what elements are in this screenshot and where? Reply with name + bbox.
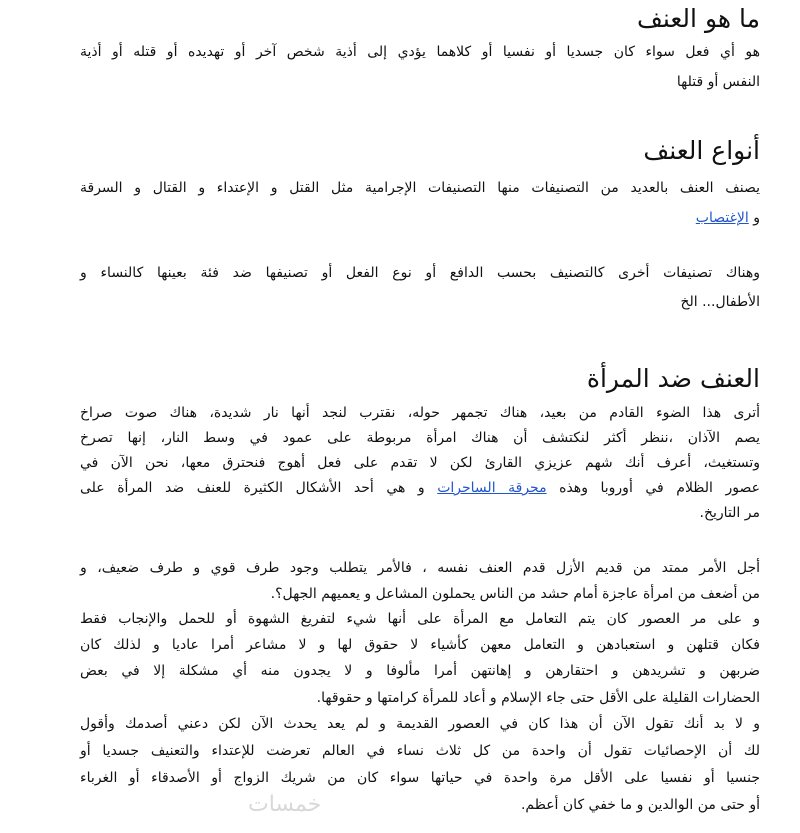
paragraph-line: يصم الآذان ،ننظر أكثر لنكتشف أن هناك امرأة مربوطة على عمود في وسط النار، إنها تصرخ [80, 430, 760, 446]
paragraph-line: أترى هذا الضوء القادم من بعيد، هناك تجمهر حوله، نقترب لنجد أنها نار شديدة، هناك صوت صراخ [80, 405, 760, 421]
paragraph-line: و على مر العصور كان يتم التعامل مع المرأة على أنها شيء لتفريغ الشهوة أو للحمل والإنجاب فقط [80, 611, 760, 627]
paragraph-line [80, 478, 760, 498]
heading-violence-against-women: العنف ضد المرأة [586, 364, 760, 393]
paragraph-line: أجل الأمر ممتد من قديم الأزل قدم العنف نفسه ، فالأمر يتطلب وجود طرف قوي و طرف ضعيف، و [80, 560, 760, 576]
text: و [753, 210, 760, 226]
paragraph-line: فكان قتلهن و استعبادهن و التعامل معهن كأشياء لا حقوق لها و لا مشاعر أمرا عاديا و لذلك كان [80, 637, 760, 653]
rape-link[interactable]: الإغتصاب [695, 210, 749, 226]
watermark-logo: خمسات [248, 792, 322, 817]
paragraph-line: يصنف العنف بالعديد من التصنيفات منها التصنيفات الإجرامية مثل القتل و الإعتداء و القتال و السرقة [80, 180, 760, 196]
paragraph-line: من أضعف من امرأة عاجزة أمام حشد من الناس يحملون المشاعل و يعميهم الجهل؟. [270, 586, 760, 602]
paragraph-line: الحضارات القليلة على الأقل حتى جاء الإسلام و أعاد للمرأة كرامتها و حقوقها. [316, 690, 760, 706]
heading-types-of-violence: أنواع العنف [643, 136, 760, 165]
paragraph-line: و لا بد أنك تقول الآن أن هذا كان في العصور القديمة و لم يعد يحدث الآن لكن دعني أصدمك وأقول [80, 716, 760, 732]
text: و هي أحد الأشكال الكثيرة للعنف ضد المرأة على [80, 480, 425, 496]
paragraph-line: جنسيا أو نفسيا على الأقل مرة واحدة في حياتها سواء كان من شريك الزواج أو الأصدقاء أو الغرباء [80, 770, 760, 786]
paragraph-line: وهناك تصنيفات أخرى كالتصنيف بحسب الدافع أو نوع الفعل أو تصنيفها ضد فئة بعينها كالنساء و [80, 265, 760, 281]
paragraph-line: النفس أو قتلها [676, 74, 760, 90]
paragraph-line: الأطفال... الخ [680, 294, 760, 310]
text: عصور الظلام في أوروبا وهذه [559, 480, 760, 496]
witch-burning-link[interactable]: محرقة الساحرات [437, 480, 547, 496]
paragraph-line [80, 208, 760, 228]
heading-what-is-violence: ما هو العنف [636, 4, 760, 33]
paragraph-line: أو حتى من الوالدين و ما خفي كان أعظم. [520, 797, 760, 813]
paragraph-line: لك أن الإحصائيات تقول أن واحدة من كل ثلاث نساء في العالم تعرضت للإعتداء والتعنيف جسديا أو [80, 743, 760, 759]
paragraph-line: مر التاريخ. [699, 505, 760, 521]
paragraph-line: هو أي فعل سواء كان جسديا أو نفسيا أو كلاهما يؤدي إلى أذية شخص آخر أو تهديده أو قتله أو أذية [80, 44, 760, 60]
paragraph-line: ضربهن و تشريدهن و احتقارهن و إهانتهن أمرا مألوفا و لا يجدون منه أي مشكلة إلا في بعض [80, 663, 760, 679]
paragraph-line: وتستغيث، أعرف أنك شهم عزيزي القارئ لكن لا تقدم على فعل أهوج فنحترق معها، نحن الآن في [80, 455, 760, 471]
